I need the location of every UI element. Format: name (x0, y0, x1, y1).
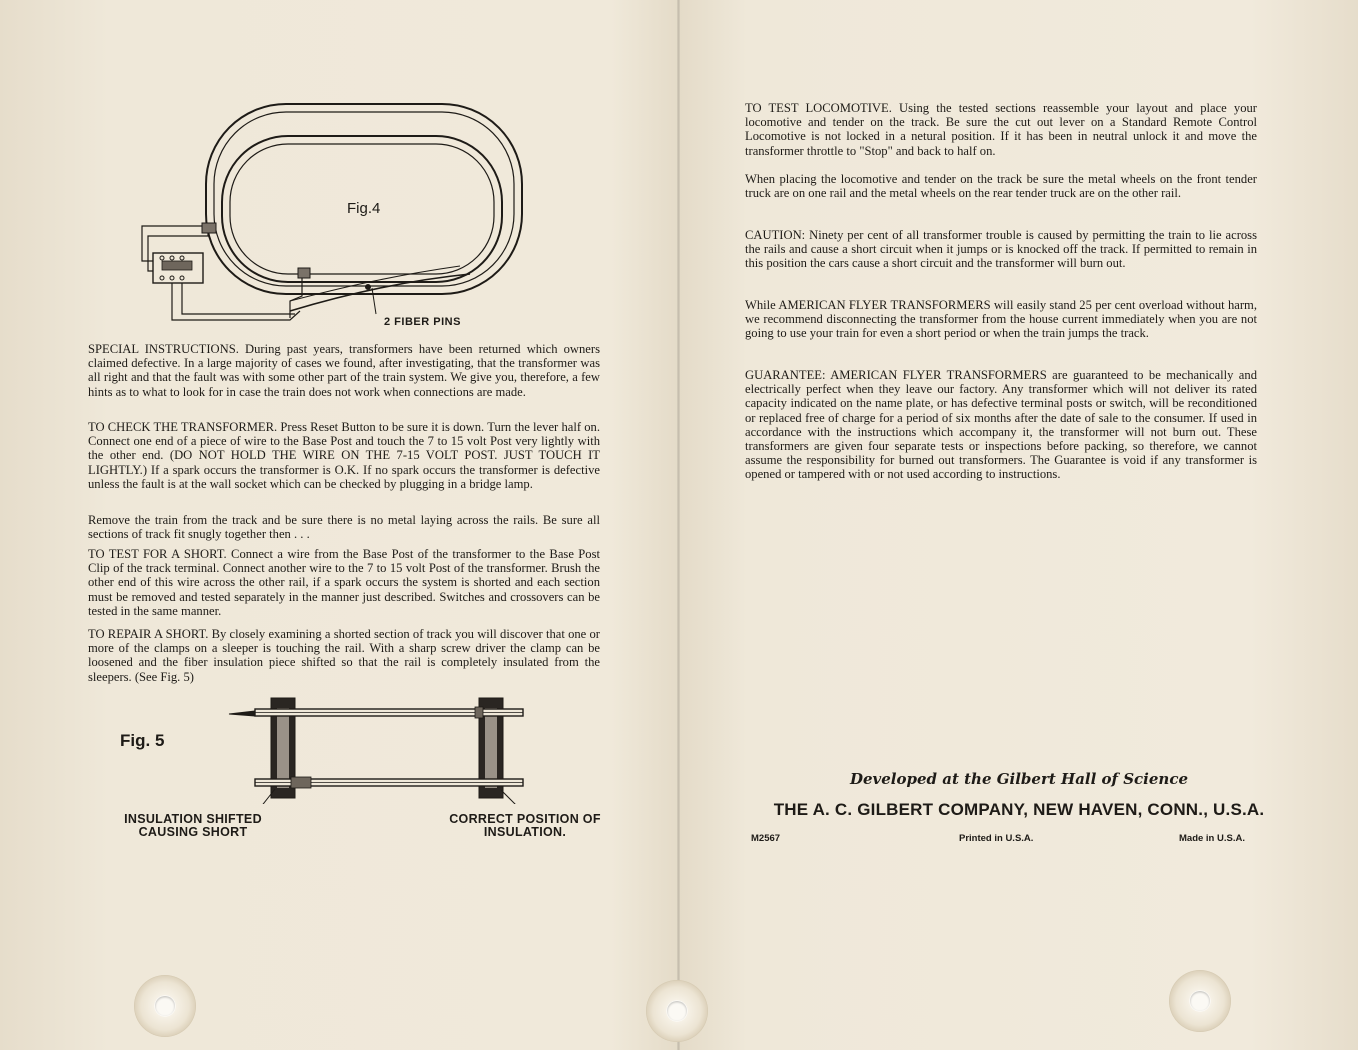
correct-position-line1: CORRECT POSITION OF (449, 812, 601, 826)
fig4-track-diagram (140, 96, 540, 336)
fig4-label: Fig.4 (347, 200, 381, 217)
binder-hole-right (1169, 970, 1231, 1032)
insulation-shifted-caption (108, 813, 278, 839)
test-locomotive-paragraph: TO TEST LOCOMOTIVE. Using the tested sections reassemble your layout and place your locomotive and tender on the track. Be sure the cut out lever on a Standard Remote Control Locomotive is not locked in a netural position. If it has been in neutral unlock it and move the transformer throttle to "Stop" and back to half on. (745, 101, 1257, 158)
guarantee-paragraph: GUARANTEE: AMERICAN FLYER TRANSFORMERS are guaranteed to be mechanically and electrically perfect when they leave our factory. Any transformer which will not deliver its rated capacity indicated on the name plate, or has defective terminal posts or switch, will be reconditioned or replaced free of charge for a period of six months after the date of sale to the consumer. If used in accordance with the instructions which accompany it, the transformer will not burn out. These transformers are given four separate tests or inspections before packing, so therefore, we cannot assume the responsibility for burned out transformers. The Guarantee is void if any transformer is opened or tampered with or not used according to instructions. (745, 368, 1257, 482)
test-short-paragraph: TO TEST FOR A SHORT. Connect a wire from the Base Post of the transformer to the Base Post Clip of the track terminal. Connect another wire to the 7 to 15 volt Post of the transformer. Brush the other end of this wire across the other rail, if a spark occurs the system is shorted and each section must be removed and tested separately in the manner just described. Switches and crossovers can be tested in the same manner. (88, 547, 600, 618)
company-name: THE A. C. GILBERT COMPANY, NEW HAVEN, CONN., U.S.A. (773, 800, 1265, 819)
caution-paragraph: CAUTION: Ninety per cent of all transformer trouble is caused by permitting the train to lie across the rails and cause a short circuit when it jumps or is knocked off the track. If permitted to remain in this position the cars cause a short circuit and the transformer will burn out. (745, 228, 1257, 271)
repair-short-paragraph: TO REPAIR A SHORT. By closely examining a shorted section of track you will discover that one or more of the clamps on a sleeper is touching the rail. With a sharp screw driver the clamp can be loosened and the fiber insulation piece shifted so that the rail is completely insulated from the sleepers. (See Fig. 5) (88, 627, 600, 684)
insulation-shifted-line2: CAUSING SHORT (138, 825, 248, 839)
fig5-label: Fig. 5 (120, 731, 165, 750)
remove-train-paragraph: Remove the train from the track and be sure there is no metal laying across the rails. Be sure all sections of track fit snugly together then . . . (88, 513, 600, 542)
manual-code: M2567 (751, 833, 781, 844)
correct-position-caption (440, 813, 610, 839)
gilbert-hall-tagline: Developed at the Gilbert Hall of Science (850, 770, 1188, 788)
placing-locomotive-paragraph: When placing the locomotive and tender on the track be sure the metal wheels on the front tender truck are on one rail and the metal wheels on the rear tender truck are on the other rail. (745, 172, 1257, 201)
check-transformer-paragraph: TO CHECK THE TRANSFORMER. Press Reset Button to be sure it is down. Turn the lever half on. Connect one end of a piece of wire to the Base Post and touch the 7 to 15 volt Post very lightly with the other end. (DO NOT HOLD THE WIRE ON THE 7-15 VOLT POST. JUST TOUCH IT LIGHTLY.) If a spark occurs the transformer is O.K. If no spark occurs the transformer is defective unless the fault is at the wall socket which can be checked by plugging in a bridge lamp. (88, 420, 600, 491)
special-instructions-paragraph: SPECIAL INSTRUCTIONS. During past years, transformers have been returned which owners claimed defective. In a large majority of cases we found, after investigating, that the transformer was all right and that the fault was with some other part of the train system. We give you, therefore, a few hints as to what to look for in case the train does not work when connections are made. (88, 342, 600, 399)
overload-paragraph: While AMERICAN FLYER TRANSFORMERS will easily stand 25 per cent overload without harm, we recommend disconnecting the transformer from the house current immediately when you are not going to use your train for even a short period or when the train jumps the track. (745, 298, 1257, 341)
fiber-pins-caption: 2 FIBER PINS (384, 316, 461, 328)
made-in-note: Made in U.S.A. (1179, 833, 1245, 844)
binder-hole-left (134, 975, 196, 1037)
fig5-rail-diagram (225, 694, 530, 804)
printed-in-note: Printed in U.S.A. (959, 833, 1034, 844)
right-page (679, 0, 1358, 1050)
correct-position-line2: INSULATION. (483, 825, 567, 839)
insulation-shifted-line1: INSULATION SHIFTED (124, 812, 262, 826)
